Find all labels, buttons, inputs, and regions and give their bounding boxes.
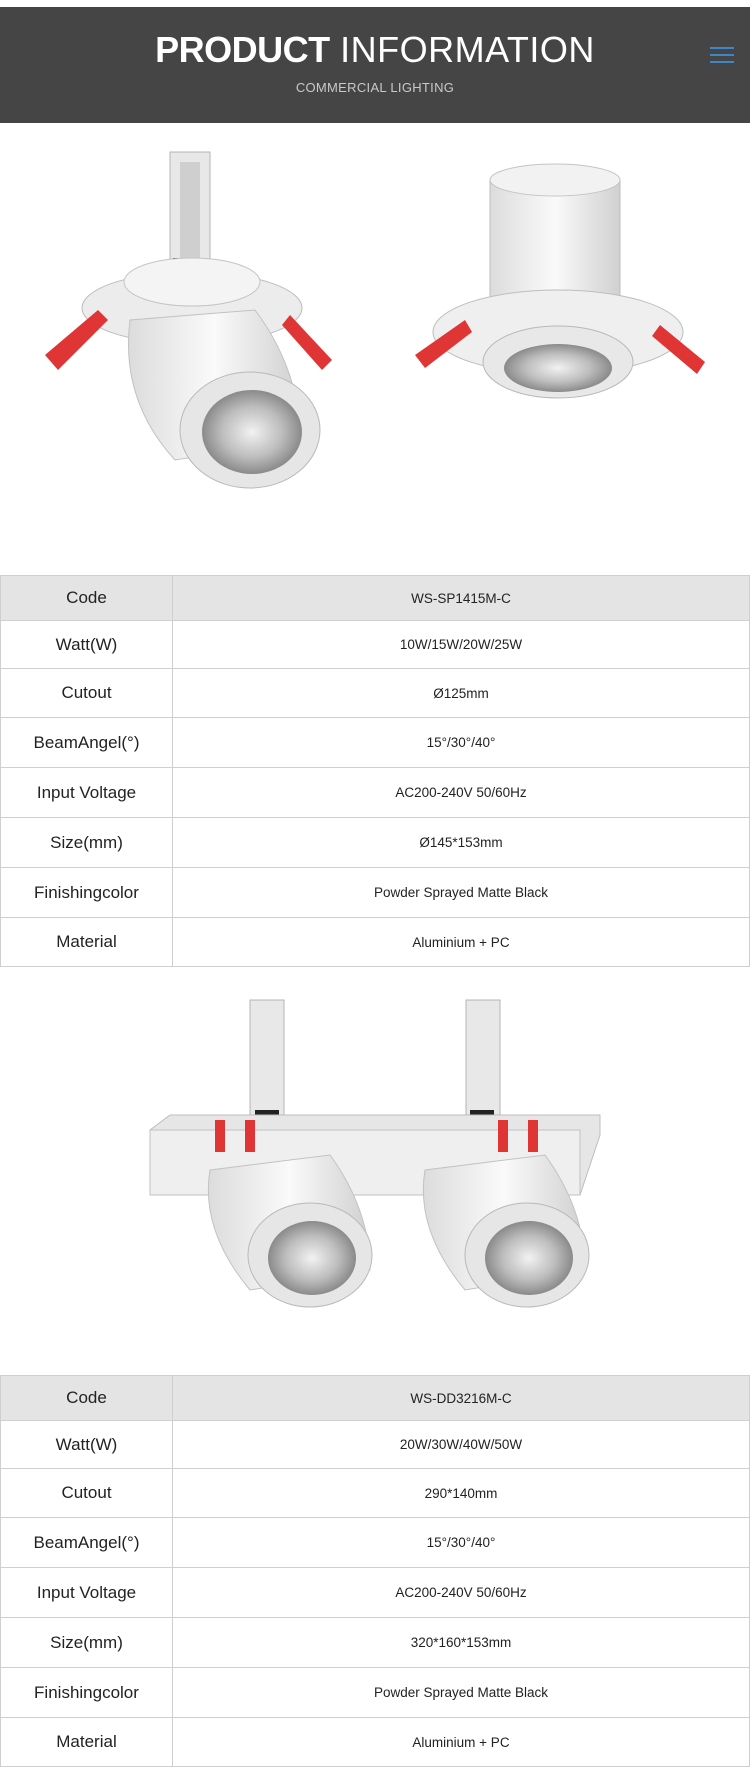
table-row: [1, 1469, 750, 1518]
spec-value: 15°/30°/40°: [173, 718, 750, 768]
table-row: [1, 1568, 750, 1618]
spec-value: 15°/30°/40°: [173, 1518, 750, 1568]
table-row: [1, 918, 750, 967]
spec-value: Powder Sprayed Matte Black: [173, 1668, 750, 1718]
spec-value: 10W/15W/20W/25W: [173, 621, 750, 669]
page-title: [0, 29, 750, 71]
table-row: [1, 1668, 750, 1718]
spec-label: Watt(W): [1, 621, 173, 669]
spec-label: Watt(W): [1, 1421, 173, 1469]
spec-label: Cutout: [1, 1469, 173, 1518]
table-row: [1, 868, 750, 918]
spec-label: Code: [1, 1376, 173, 1421]
spec-value: 290*140mm: [173, 1469, 750, 1518]
spec-label: BeamAngel(°): [1, 1518, 173, 1568]
table-row: [1, 621, 750, 669]
spec-value: 20W/30W/40W/50W: [173, 1421, 750, 1469]
table-row: [1, 576, 750, 621]
double-recessed-spotlight-image: [0, 990, 750, 1330]
spec-label: Code: [1, 576, 173, 621]
spec-value: AC200-240V 50/60Hz: [173, 768, 750, 818]
spec-label: Size(mm): [1, 818, 173, 868]
spec-label: Input Voltage: [1, 768, 173, 818]
table-row: [1, 1518, 750, 1568]
spec-value: Powder Sprayed Matte Black: [173, 868, 750, 918]
spec-label: Size(mm): [1, 1618, 173, 1668]
spec-label: BeamAngel(°): [1, 718, 173, 768]
table-row: [1, 1618, 750, 1668]
spec-table-1: [0, 575, 750, 967]
table-row: [1, 1718, 750, 1767]
spec-value: Ø145*153mm: [173, 818, 750, 868]
spec-label: Finishingcolor: [1, 868, 173, 918]
table-row: [1, 1376, 750, 1421]
page-header: [0, 7, 750, 123]
spec-value: AC200-240V 50/60Hz: [173, 1568, 750, 1618]
hamburger-menu-icon[interactable]: [710, 47, 736, 65]
table-row: [1, 669, 750, 718]
page-title-light: INFORMATION: [340, 29, 595, 70]
spec-value: Ø125mm: [173, 669, 750, 718]
spec-value: Aluminium + PC: [173, 918, 750, 967]
spec-value: Aluminium + PC: [173, 1718, 750, 1767]
spec-label: Material: [1, 918, 173, 967]
single-recessed-spotlight-image: [0, 140, 750, 550]
spec-label: Cutout: [1, 669, 173, 718]
spec-label: Input Voltage: [1, 1568, 173, 1618]
spec-value: WS-SP1415M-C: [173, 576, 750, 621]
table-row: [1, 818, 750, 868]
page-title-bold: PRODUCT: [155, 29, 330, 70]
table-row: [1, 718, 750, 768]
spec-value: 320*160*153mm: [173, 1618, 750, 1668]
table-row: [1, 768, 750, 818]
spec-value: WS-DD3216M-C: [173, 1376, 750, 1421]
table-row: [1, 1421, 750, 1469]
spec-label: Material: [1, 1718, 173, 1767]
spec-label: Finishingcolor: [1, 1668, 173, 1718]
spec-table-2: [0, 1375, 750, 1767]
page-subtitle: COMMERCIAL LIGHTING: [295, 80, 455, 95]
